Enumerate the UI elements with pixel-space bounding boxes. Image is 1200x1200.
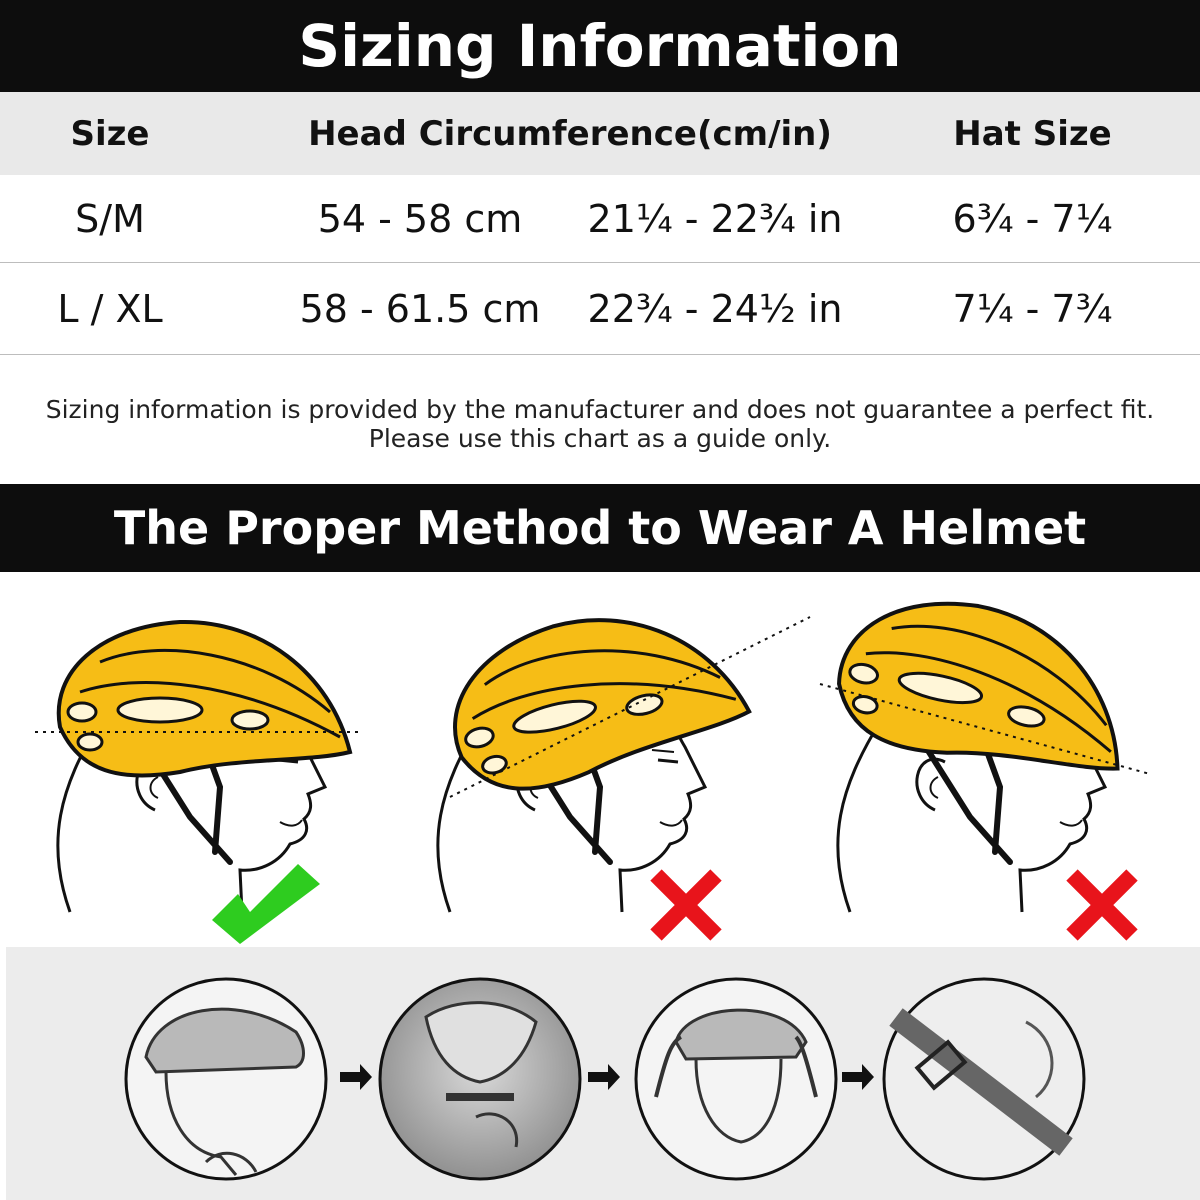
table-row (0, 175, 1200, 263)
checkmark-icon (212, 864, 320, 944)
step-put-on-helmet (126, 979, 326, 1179)
circumference-in-cell: 21¼ - 22¾ in (587, 197, 843, 241)
size-column-header: Size (70, 113, 150, 154)
fitting-steps (6, 947, 1200, 1200)
step-fasten-buckle (380, 979, 580, 1179)
head-circumference-column-header: Head Circumference(cm/in) (308, 113, 832, 154)
sizing-title: Sizing Information (0, 0, 1200, 92)
table-row (0, 263, 1200, 355)
method-title: The Proper Method to Wear A Helmet (0, 484, 1200, 572)
x-mark-icon (1072, 875, 1132, 935)
arrow-right-icon (842, 1064, 874, 1090)
size-cell: S/M (75, 197, 145, 241)
helmet-tilted-forward-figure (820, 581, 1150, 912)
helmet-correct-figure (35, 622, 360, 912)
size-cell: L / XL (57, 287, 163, 331)
helmet-position-figures (0, 572, 1200, 947)
helmet-tilted-back-figure (435, 585, 810, 912)
sizing-disclaimer (0, 395, 1200, 453)
x-mark-icon (656, 875, 716, 935)
step-adjust-fit (636, 979, 836, 1179)
size-table-header (0, 92, 1200, 175)
circumference-cm-cell: 54 - 58 cm (317, 197, 523, 241)
step-strap-adjuster (884, 979, 1084, 1179)
hat-size-cell: 7¼ - 7¾ (952, 287, 1113, 331)
arrow-right-icon (588, 1064, 620, 1090)
hat-size-column-header: Hat Size (953, 113, 1112, 154)
disclaimer-line: Please use this chart as a guide only. (368, 424, 832, 453)
hat-size-cell: 6¾ - 7¼ (952, 197, 1113, 241)
arrow-right-icon (340, 1064, 372, 1090)
circumference-cm-cell: 58 - 61.5 cm (299, 287, 541, 331)
circumference-in-cell: 22¾ - 24½ in (587, 287, 843, 331)
disclaimer-line: Sizing information is provided by the manufacturer and does not guarantee a perfect fit. (45, 395, 1155, 424)
